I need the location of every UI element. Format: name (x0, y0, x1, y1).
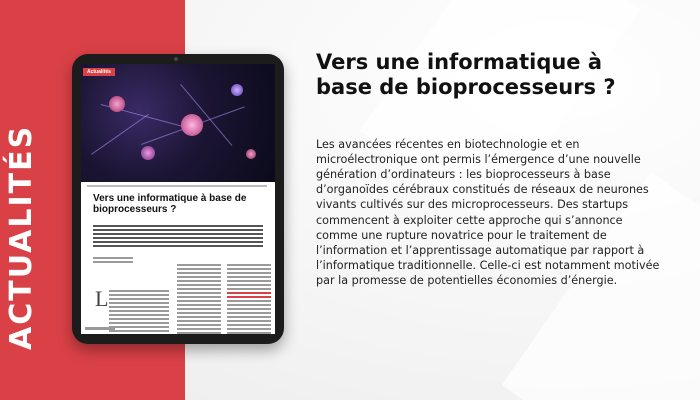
camera-icon (174, 57, 178, 61)
page-number (85, 327, 115, 330)
tablet-article-heading: Vers une informatique à base de bioprocesseurs ? (93, 193, 247, 215)
article-title: Vers une informatique à base de bioprocesseurs ? (316, 50, 616, 100)
tablet-author (93, 257, 133, 265)
tablet-column-2 (177, 264, 221, 334)
neuron-illustration (81, 64, 275, 182)
tablet-column-3 (227, 264, 271, 334)
tablet-intro-text (93, 225, 263, 249)
tablet-screen (81, 64, 275, 334)
tablet-column-1 (109, 290, 169, 334)
section-tag: Actualités (83, 68, 115, 76)
image-caption (87, 185, 267, 187)
section-label: ACTUALITÉS (4, 124, 39, 350)
article-body: Les avancées récentes en biotechnologie et en microélectronique ont permis l’émergence d’une nouvelle génération d’ordinateurs : les bioprocesseurs à base d’organoïdes cérébraux constitués de réseaux de neurones vivants cultivés sur des microprocesseurs. Des startups commencent à exploiter cette approche qui s’annonce comme une rupture novatrice pour le traitement de l’information et l’apprentissage automatique par rapport à l’informatique traditionnelle. Celle-ci est notamment motivée par la promesse de potentielles économies d’énergie. (316, 138, 660, 287)
tablet-dropcap: L (95, 286, 109, 311)
tablet-mockup (72, 54, 284, 344)
